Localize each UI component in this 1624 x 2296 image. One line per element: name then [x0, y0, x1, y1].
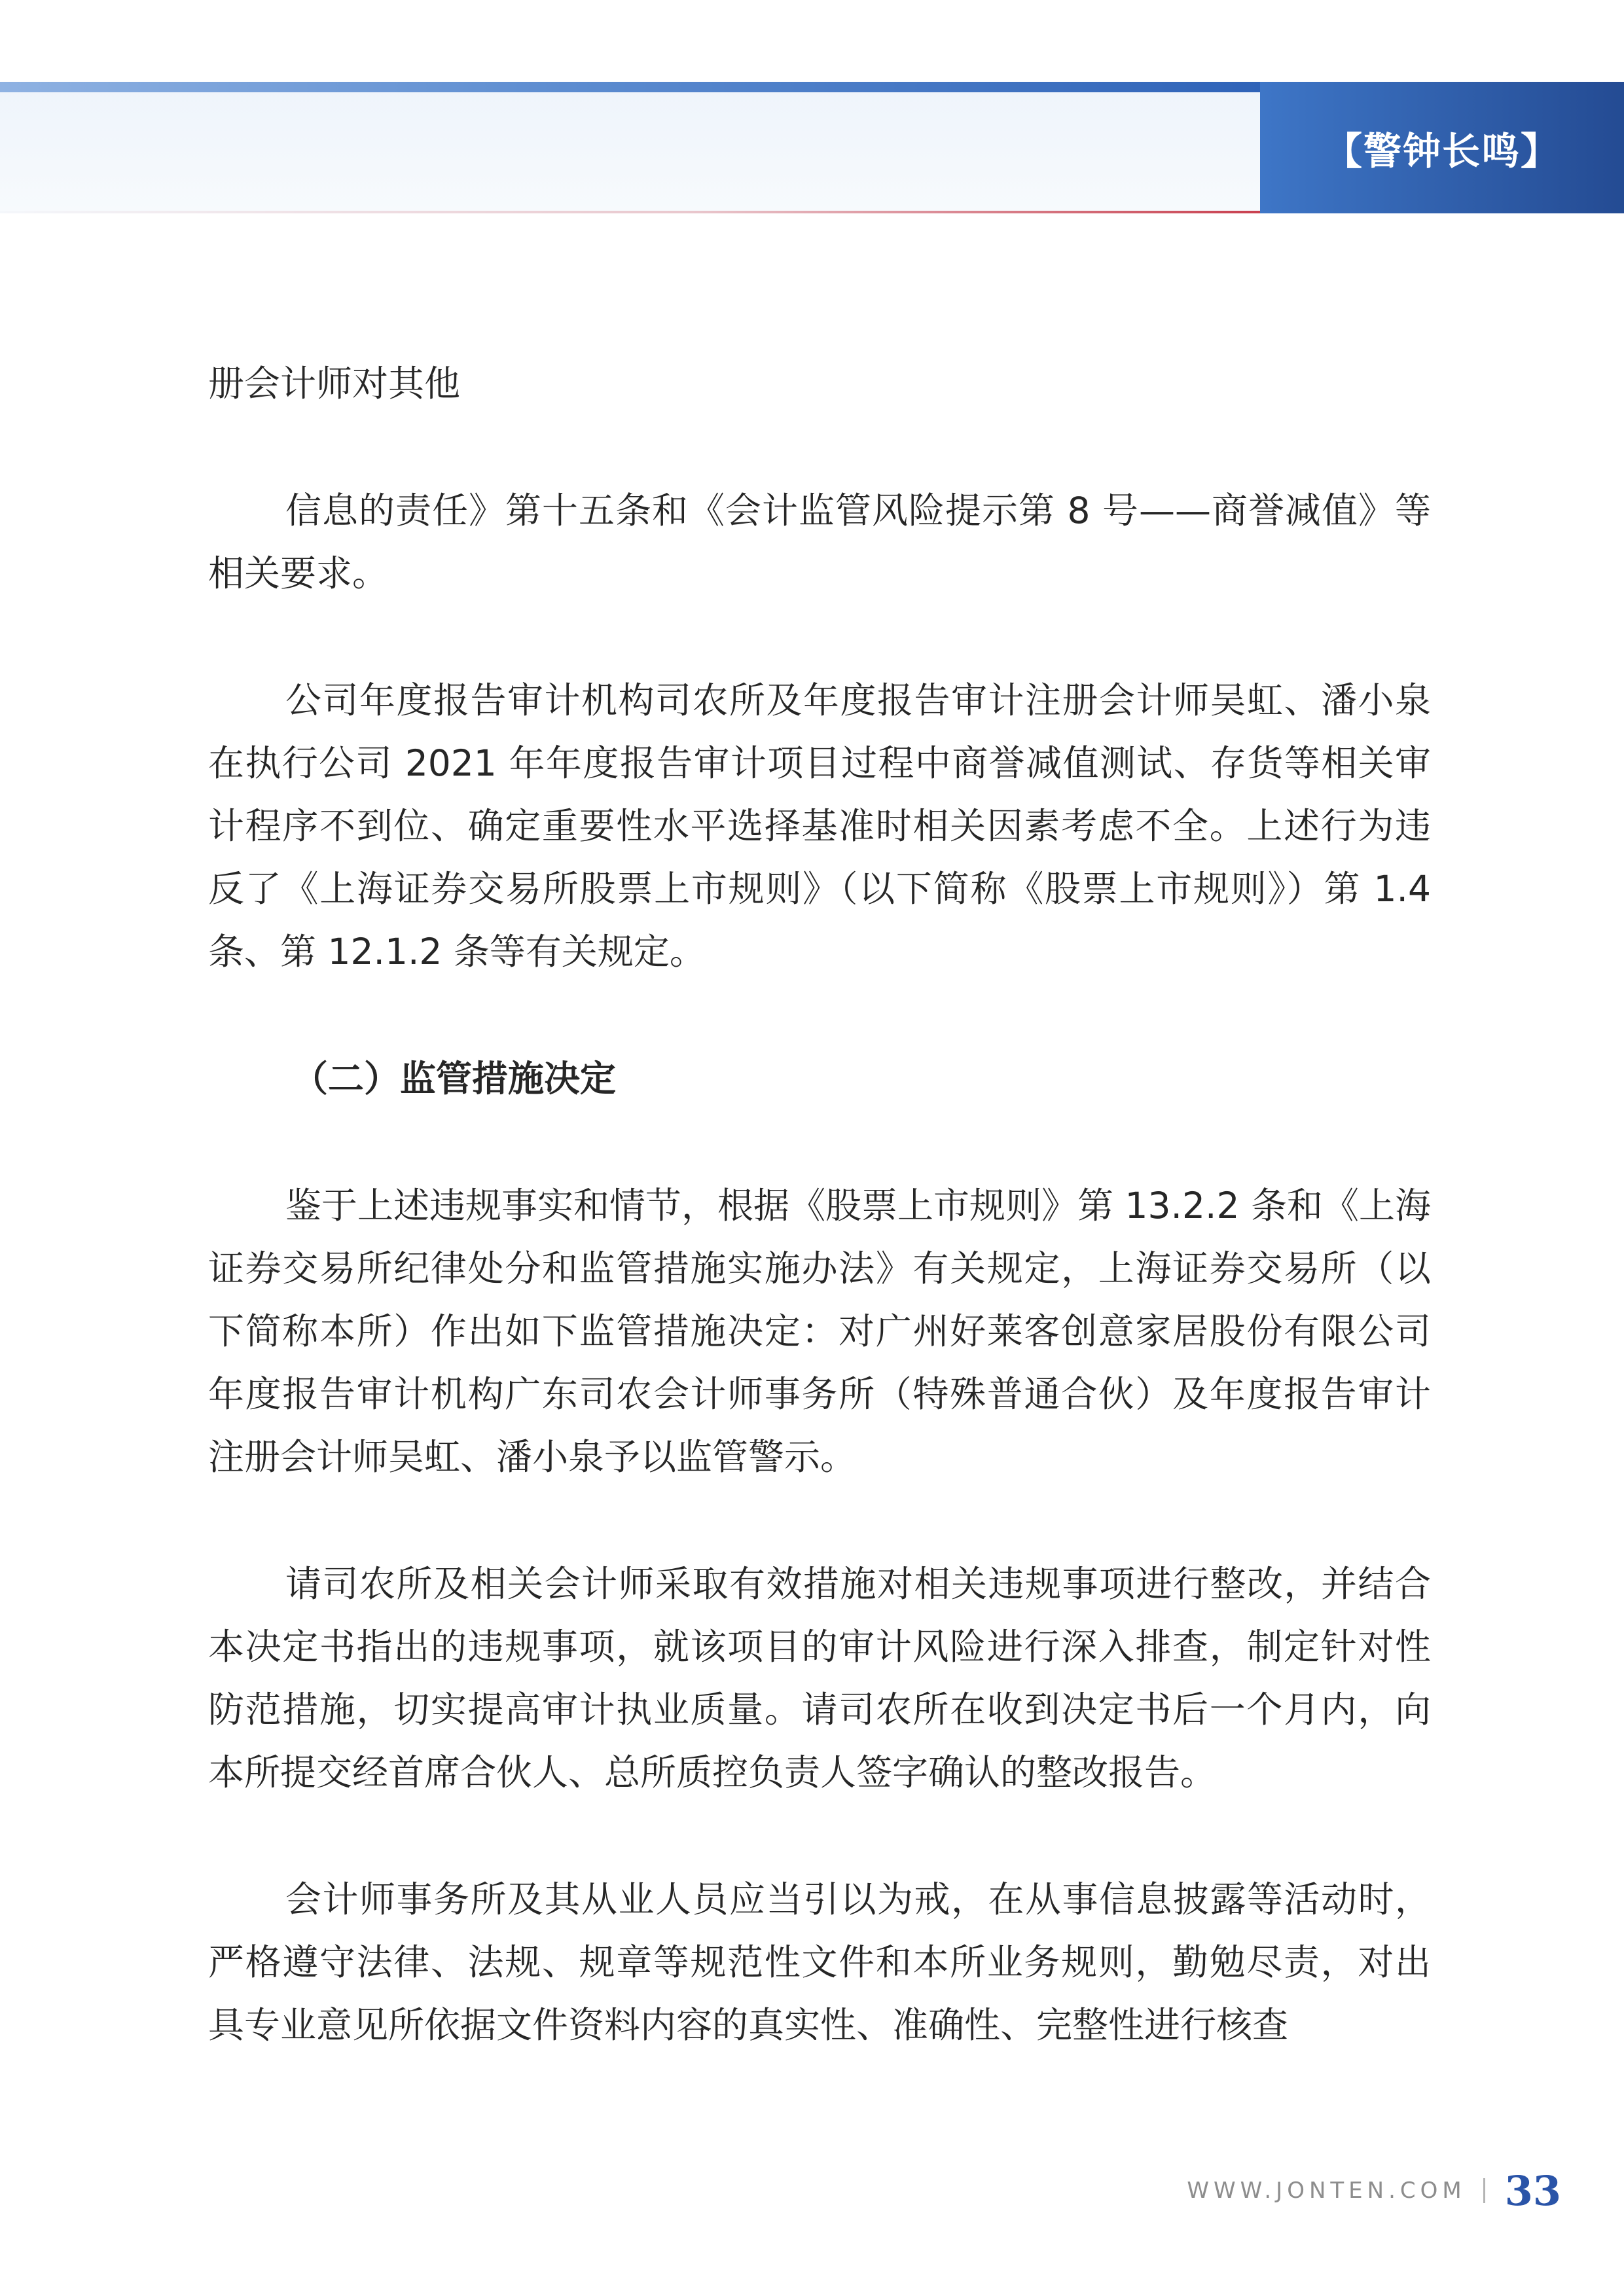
header-red-rule	[0, 211, 1260, 213]
paragraph: 信息的责任》第十五条和《会计监管风险提示第 8 号——商誉减值》等相关要求。	[208, 490, 1431, 594]
paragraph: 公司年度报告审计机构司农所及年度报告审计注册会计师吴虹、潘小泉在执行公司 2021 年年度报告审计项目过程中商誉减值测试、存货等相关审计程序不到位、确定重要性水平选择基准时相关因素考虑不全。上述行为违反了《上海证券交易所股票上市规则》（以下简称《股票上市规则》）第 1.4 条、第 12.1.2 条等有关规定。	[208, 679, 1431, 973]
section-tag-label: 【警钟长鸣】	[1324, 128, 1560, 173]
section-tag	[1260, 82, 1624, 213]
paragraph: 请司农所及相关会计师采取有效措施对相关违规事项进行整改，并结合本决定书指出的违规事项，就该项目的审计风险进行深入排查，制定针对性防范措施，切实提高审计执业质量。请司农所在收到决定书后一个月内，向本所提交经首席合伙人、总所质控负责人签字确认的整改报告。	[208, 1563, 1431, 1793]
footer-divider	[1483, 2178, 1485, 2203]
website-link[interactable]: WWW.JONTEN.COM	[1187, 2178, 1466, 2204]
header-band	[0, 82, 1260, 211]
section-heading: （二）监管措施决定	[292, 1058, 617, 1100]
page-footer	[1187, 2161, 1561, 2220]
paragraph: 鉴于上述违规事实和情节，根据《股票上市规则》第 13.2.2 条和《上海证券交易所纪律处分和监管措施实施办法》有关规定，上海证券交易所（以下简称本所）作出如下监管措施决定：对广州好莱客创意家居股份有限公司年度报告审计机构广东司农会计师事务所（特殊普通合伙）及年度报告审计注册会计师吴虹、潘小泉予以监管警示。	[208, 1185, 1431, 1478]
page-number: 33	[1504, 2166, 1561, 2215]
header-blue-rule	[0, 82, 1260, 92]
paragraph: 会计师事务所及其从业人员应当引以为戒，在从事信息披露等活动时，严格遵守法律、法规、规章等规范性文件和本所业务规则，勤勉尽责，对出具专业意见所依据文件资料内容的真实性、准确性、完整性进行核查	[208, 1878, 1431, 2046]
paragraph-continuation: 册会计师对其他	[208, 363, 461, 404]
article-body	[208, 352, 1431, 2121]
